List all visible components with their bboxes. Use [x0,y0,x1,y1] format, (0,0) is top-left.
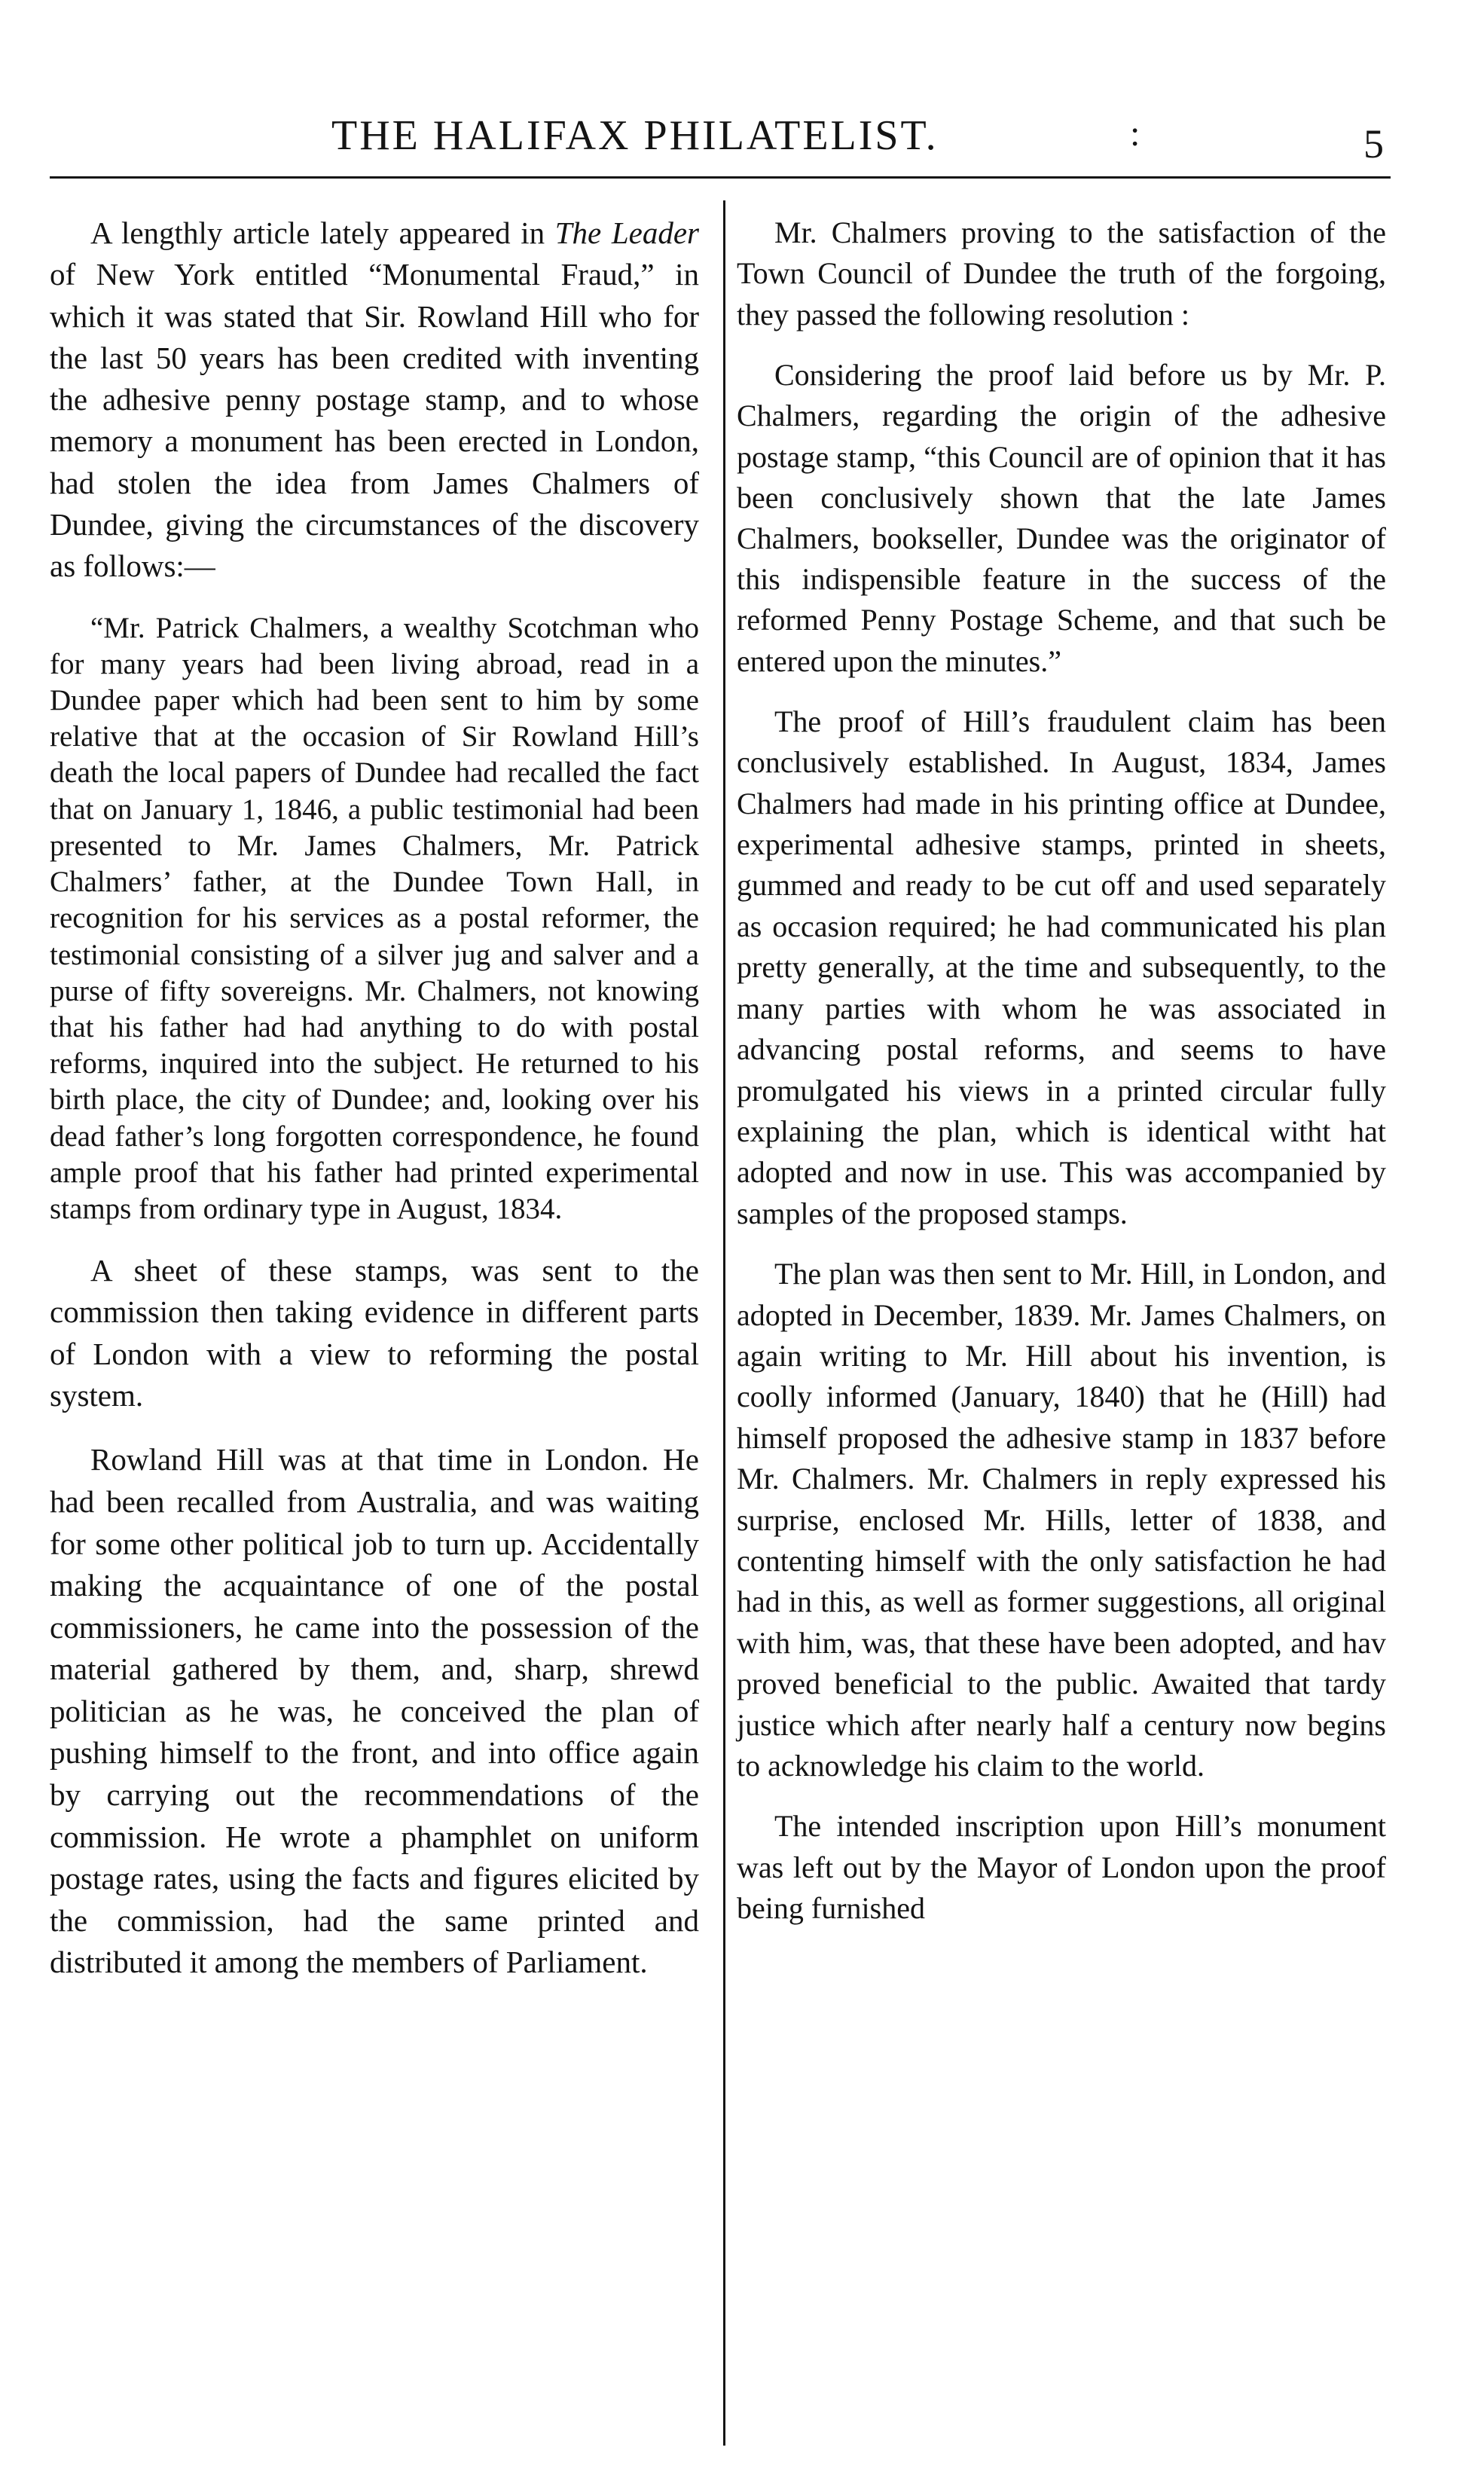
left-column [50,212,699,2006]
right-column [737,212,1386,1949]
newspaper-title: The Leader [554,215,700,250]
intro-text: A lengthly article lately appeared in [90,215,545,250]
paragraph-town-council: Mr. Chalmers proving to the satisfaction of the Town Council of Dundee the truth of the forgoing, they passed the following resolution : [737,215,1386,332]
paragraph-plan-sent: The plan was then sent to Mr. Hill, in London, and adopted in December, 1839. Mr. James Chalmers, on again writing to Mr. Hill about his invention, is coolly informed (January, 1840) that he (Hill) had himself proposed the adhesive stamp in 1837 before Mr. Chalmers. Mr. Chalmers in reply expressed his surprise, enclosed Mr. Hills, letter of 1838, and contenting himself with the only satisfaction he had had in this, as well as former suggestions, all original with him, was, that these have been adopted, and hav proved beneficial to the public. Awaited that tardy justice which after nearly half a century now begins to acknowledge his claim to the world. [737,1257,1386,1783]
paragraph-resolution: Considering the proof laid before us by Mr. P. Chalmers, regarding the origin of the adhesive postage stamp, “this Council are of opinion that it has been conclusively shown that the late James Chalmers, bookseller, Dundee was the originator of this indispensible feature in the success of the reformed Penny Postage Scheme, and that such be entered upon the minutes.” [737,358,1386,678]
paragraph-quote: “Mr. Patrick Chalmers, a wealthy Scotchman who for many years had been living abroad, read in a Dundee paper which had been sent to him by some relative that at the occasion of Sir Rowland Hill’s death the local papers of Dundee had recalled the fact that on January 1, 1846, a public testimonial had been presented to Mr. James Chalmers, Mr. Patrick Chalmers’ father, at the Dundee Town Hall, in recognition for his services as a postal reformer, the testimonial consisting of a silver jug and salver and a purse of fifty sovereigns. Mr. Chalmers, not knowing that his father had had anything to do with postal reforms, inquired into the subject. He returned to his birth place, the city of Dundee; and, looking over his dead father’s long forgotten correspondence, he found ample proof that his father had printed experimental stamps from ordinary type in August, 1834. [50,611,699,1225]
page-number: 5 [1363,121,1384,167]
running-title: THE HALIFAX PHILATELIST. [331,112,939,159]
paragraph-inscription: The intended inscription upon Hill’s monument was left out by the Mayor of London upon the proof being furnished [737,1809,1386,1926]
paragraph-sheet-of-stamps: A sheet of these stamps, was sent to the commission then taking evidence in different parts of London with a view to reforming the postal system. [50,1253,699,1413]
column-divider [723,200,725,2446]
header-rule [50,176,1391,179]
paragraph-intro [50,212,699,588]
intro-rest: of New York entitled “Monumental Fraud,” in which it was stated that Sir. Rowland Hill who for the last 50 years has been credited with inventing the adhesive penny postage stamp, and to whose memory a monument has been erected in London, had stolen the idea from James Chalmers of Dundee, giving the circumstances of the discovery as follows:— [50,257,699,584]
paragraph-rowland-hill: Rowland Hill was at that time in London. He had been recalled from Australia, and was waiting for some other political job to turn up. Accidentally making the acquaintance of one of the postal commissioners, he came into the possession of the material gathered by them, and, sharp, shrewd politician as he was, he conceived the plan of pushing himself to the front, and into office again by carrying out the recommendations of the commission. He wrote a phamphlet on uniform postage rates, using the facts and figures elicited by the commission, had the same printed and distributed it among the members of Parliament. [50,1442,699,1980]
paragraph-proof: The proof of Hill’s fraudulent claim has been conclusively established. In August, 1834, James Chalmers had made in his printing office at Dundee, experimental adhesive stamps, printed in sheets, gummed and ready to be cut off and used separately as occasion required; he had communicated his plan pretty generally, at the time and subsequently, to the many parties with whom he was associated in advancing postal reforms, and seems to have promulgated his views in a printed circular fully explaining the plan, which is identical witht hat adopted and now in use. This was accompanied by samples of the proposed stamps. [737,704,1386,1230]
page-header [0,0,1484,173]
header-mark: : [1130,114,1140,154]
